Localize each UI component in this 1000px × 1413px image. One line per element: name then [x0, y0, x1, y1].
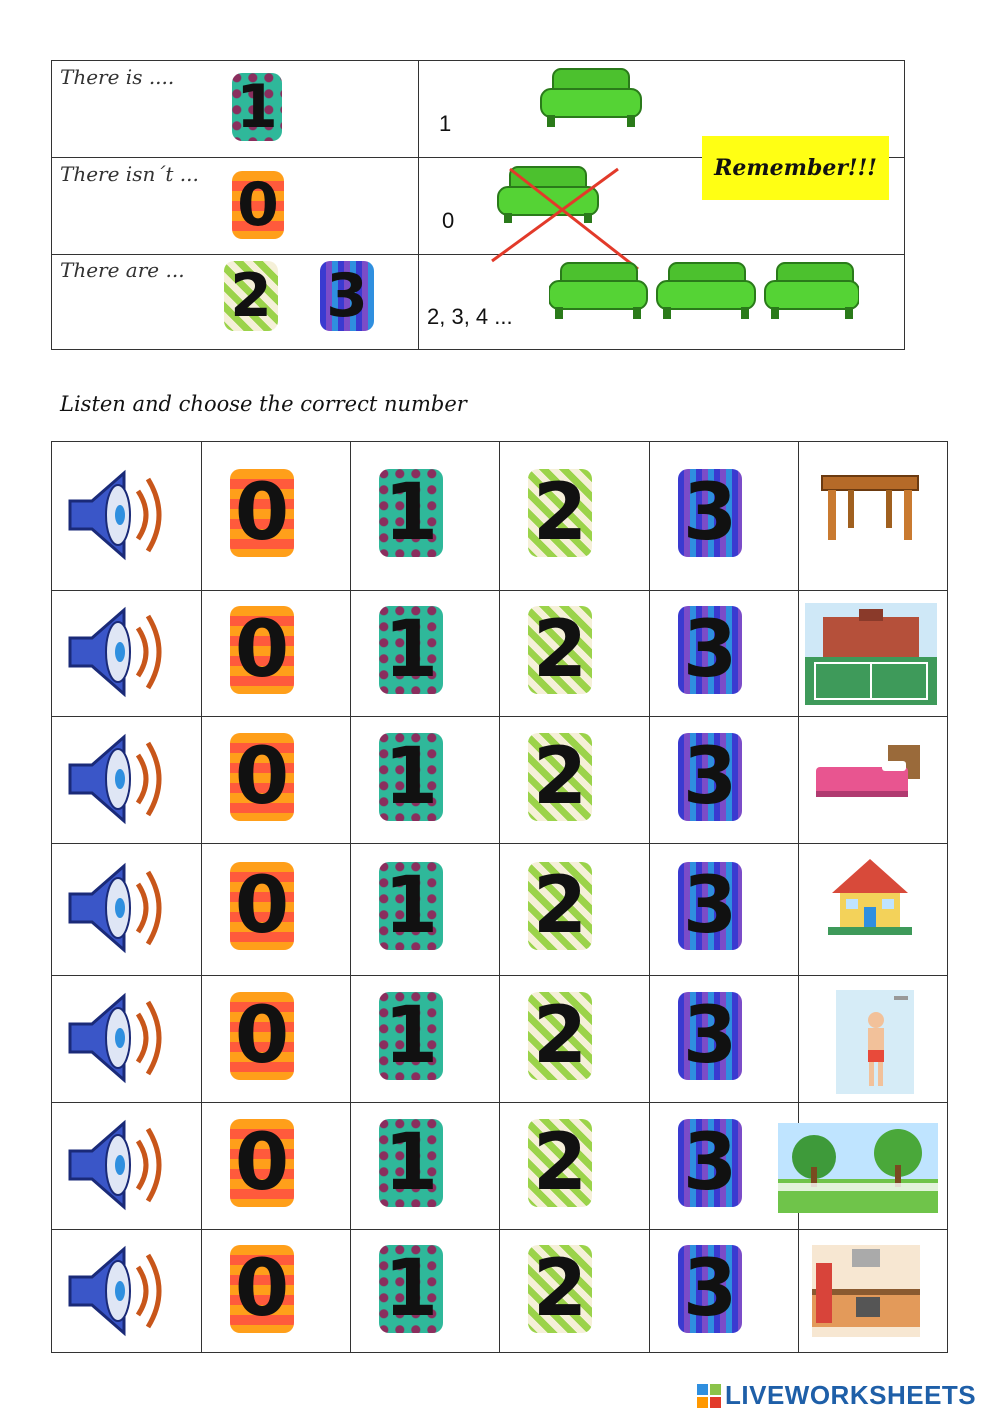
school-picture: [805, 603, 937, 710]
instruction-text: Listen and choose the correct number: [60, 392, 467, 416]
there-is-label: There is ....: [60, 65, 175, 89]
option-three-icon[interactable]: [678, 606, 742, 694]
option-zero-label: 0: [234, 1243, 290, 1334]
option-three-label: 3: [682, 1117, 738, 1208]
option-three-label: 3: [682, 468, 738, 558]
option-two-label: 2: [532, 990, 588, 1081]
option-two-icon[interactable]: [528, 992, 592, 1080]
option-zero-label: 0: [234, 1117, 290, 1208]
there-isnt-label: There isn´t ...: [60, 162, 199, 186]
option-one-icon[interactable]: [379, 469, 443, 557]
option-three-label: 3: [682, 731, 738, 822]
option-one-label: 1: [383, 605, 439, 695]
grid-row-line: [52, 716, 947, 717]
speaker-icon[interactable]: [62, 1243, 174, 1344]
count-zero-text: 0: [442, 208, 455, 233]
option-zero-icon[interactable]: [230, 469, 294, 557]
option-two-label: 2: [532, 605, 588, 695]
option-two-label: 2: [532, 468, 588, 558]
crossed-sofa-icon: [490, 161, 640, 271]
brand-logo: [697, 1380, 976, 1411]
option-zero-label: 0: [234, 861, 290, 951]
grid-row-line: [52, 1102, 947, 1103]
grid-col-line: [350, 442, 351, 1352]
grid-col-line: [649, 442, 650, 1352]
grid-col-line: [201, 442, 202, 1352]
option-zero-icon[interactable]: [230, 1119, 294, 1207]
option-one-icon[interactable]: [379, 862, 443, 950]
speaker-icon[interactable]: [62, 604, 174, 705]
option-two-label: 2: [532, 731, 588, 822]
option-three-label: 3: [682, 605, 738, 695]
number-zero-icon: 0: [232, 171, 284, 239]
option-two-icon[interactable]: [528, 1245, 592, 1333]
option-two-icon[interactable]: [528, 1119, 592, 1207]
option-three-label: 3: [682, 861, 738, 951]
option-one-label: 1: [383, 861, 439, 951]
option-two-label: 2: [532, 861, 588, 951]
option-zero-label: 0: [234, 731, 290, 822]
option-two-icon[interactable]: [528, 606, 592, 694]
reference-row-line: [52, 254, 904, 255]
option-one-label: 1: [383, 1117, 439, 1208]
option-two-icon[interactable]: [528, 862, 592, 950]
grid-row-line: [52, 590, 947, 591]
option-one-label: 1: [383, 990, 439, 1081]
speaker-icon[interactable]: [62, 467, 174, 568]
option-two-icon[interactable]: [528, 733, 592, 821]
speaker-icon[interactable]: [62, 1117, 174, 1218]
park-picture: [778, 1123, 938, 1218]
logo-icon: [697, 1384, 721, 1408]
option-zero-icon[interactable]: [230, 606, 294, 694]
there-are-label: There are ...: [60, 258, 185, 282]
option-one-label: 1: [383, 731, 439, 822]
reference-divider: [418, 61, 419, 349]
grid-row-line: [52, 975, 947, 976]
option-one-icon[interactable]: [379, 733, 443, 821]
option-one-icon[interactable]: [379, 992, 443, 1080]
remember-text: Remember!!!: [714, 155, 877, 181]
sofa-icon: [539, 67, 643, 129]
three-sofas-icon: [549, 261, 859, 323]
speaker-icon[interactable]: [62, 731, 174, 832]
option-three-icon[interactable]: [678, 1245, 742, 1333]
option-two-label: 2: [532, 1243, 588, 1334]
reference-table: [51, 60, 905, 350]
grid-row-line: [52, 1229, 947, 1230]
option-one-label: 1: [383, 468, 439, 558]
number-two-icon: 2: [224, 261, 278, 331]
option-zero-icon[interactable]: [230, 992, 294, 1080]
option-zero-icon[interactable]: [230, 733, 294, 821]
option-three-icon[interactable]: [678, 992, 742, 1080]
grid-col-line: [499, 442, 500, 1352]
remember-note: [702, 136, 889, 200]
option-two-icon[interactable]: [528, 469, 592, 557]
option-zero-label: 0: [234, 605, 290, 695]
option-three-icon[interactable]: [678, 1119, 742, 1207]
speaker-icon[interactable]: [62, 860, 174, 961]
option-three-label: 3: [682, 990, 738, 1081]
option-three-icon[interactable]: [678, 469, 742, 557]
option-zero-icon[interactable]: [230, 1245, 294, 1333]
option-zero-label: 0: [234, 468, 290, 558]
number-three-icon: 3: [320, 261, 374, 331]
option-three-icon[interactable]: [678, 862, 742, 950]
count-many-text: 2, 3, 4 ...: [427, 304, 513, 329]
speaker-icon[interactable]: [62, 990, 174, 1091]
bed-picture: [812, 743, 924, 810]
number-one-icon: 1: [232, 73, 282, 141]
option-one-label: 1: [383, 1243, 439, 1334]
option-one-icon[interactable]: [379, 1119, 443, 1207]
option-zero-label: 0: [234, 990, 290, 1081]
option-one-icon[interactable]: [379, 606, 443, 694]
house-picture: [828, 855, 912, 940]
table-picture: [818, 470, 922, 549]
grid-row-line: [52, 843, 947, 844]
kitchen-picture: [812, 1245, 920, 1342]
option-three-label: 3: [682, 1243, 738, 1334]
option-zero-icon[interactable]: [230, 862, 294, 950]
option-two-label: 2: [532, 1117, 588, 1208]
shower-picture: [836, 990, 914, 1099]
count-one-text: 1: [439, 111, 452, 136]
option-one-icon[interactable]: [379, 1245, 443, 1333]
brand-text: LIVEWORKSHEETS: [725, 1380, 977, 1410]
option-three-icon[interactable]: [678, 733, 742, 821]
